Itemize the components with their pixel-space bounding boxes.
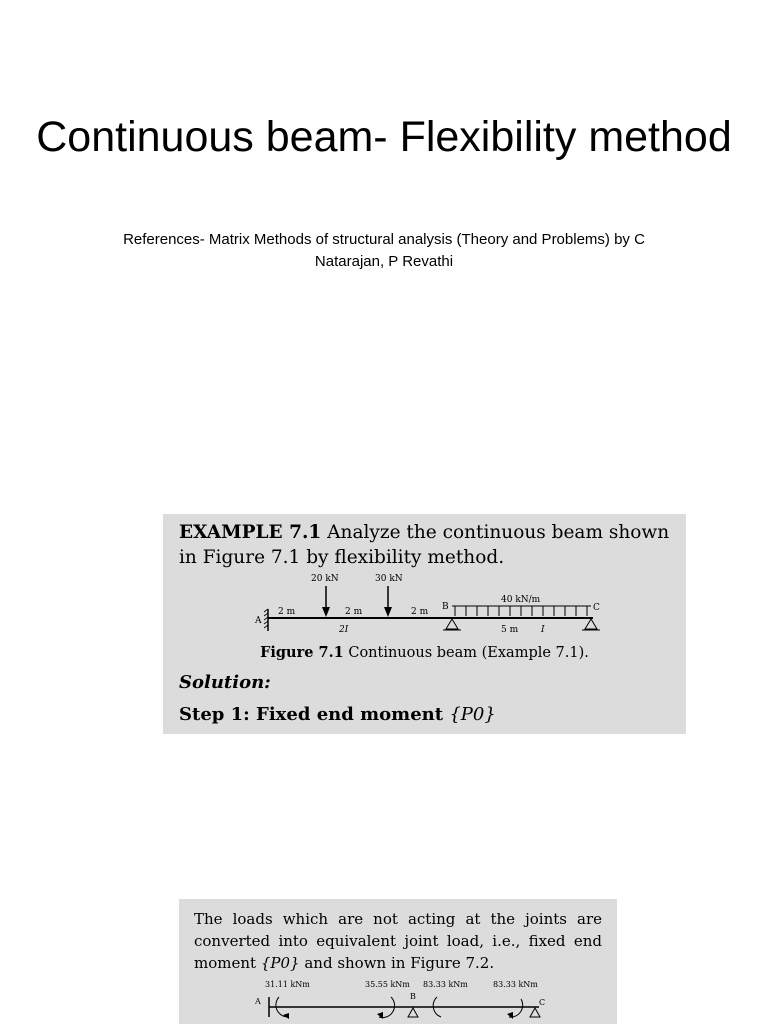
caption-label: Figure 7.1 <box>260 644 344 661</box>
joint-b-label-2: B <box>410 992 416 1001</box>
joint-a-label: A <box>255 616 262 626</box>
joint-load-text-after: and shown in Figure 7.2. <box>304 954 495 972</box>
caption-text: Continuous beam (Example 7.1). <box>348 645 589 661</box>
joint-load-text-before: The loads which are not acting at the joints are converted into equivalent joint load, i.e., fixed end moment <box>194 910 602 972</box>
moment-figure <box>179 977 617 1024</box>
support-c-2 <box>530 1008 540 1017</box>
joint-c-label-2: C <box>539 998 546 1007</box>
span-4-label: 5 m <box>501 625 519 635</box>
span-2-label: 2 m <box>345 607 363 617</box>
udl-label: 40 kN/m <box>501 595 541 605</box>
moment-2-label: 35.55 kNm <box>365 980 410 989</box>
joint-b-label: B <box>442 602 449 612</box>
inertia-2-label: I <box>541 625 545 635</box>
load-arrow-1 <box>322 607 330 617</box>
step-symbol: {P0} <box>449 704 496 725</box>
example-panel <box>163 514 686 734</box>
joint-load-panel <box>179 899 617 1024</box>
page-title: Continuous beam- Flexibility method <box>36 113 732 161</box>
step-label: Step 1: Fixed end moment <box>179 704 444 725</box>
figure-caption <box>163 644 686 661</box>
example-text: Analyze the continuous beam shown in Figure 7.1 by flexibility method. <box>179 522 670 568</box>
moment-1-label: 31.11 kNm <box>265 980 310 989</box>
load-2-label: 30 kN <box>375 574 403 584</box>
joint-c-label: C <box>593 603 600 613</box>
support-b <box>446 619 458 629</box>
inertia-1-label: 2I <box>339 625 349 635</box>
load-arrow-2 <box>384 607 392 617</box>
example-label: EXAMPLE 7.1 <box>179 522 322 543</box>
example-statement <box>179 520 679 570</box>
step-heading <box>179 704 496 725</box>
span-1-label: 2 m <box>278 607 296 617</box>
load-1-label: 20 kN <box>311 574 339 584</box>
moment-4-label: 83.33 kNm <box>493 980 538 989</box>
moment-3-label: 83.33 kNm <box>423 980 468 989</box>
references-subtitle: References- Matrix Methods of structural analysis (Theory and Problems) by C Natarajan, P Revathi <box>123 231 645 270</box>
udl-arrows <box>455 606 587 616</box>
joint-load-text <box>194 908 602 974</box>
joint-a-label-2: A <box>255 997 261 1006</box>
joint-load-symbol: {P0} <box>260 954 300 972</box>
support-c <box>585 619 597 629</box>
support-b-2 <box>408 1008 418 1017</box>
span-3-label: 2 m <box>411 607 429 617</box>
solution-heading: Solution: <box>179 672 271 693</box>
